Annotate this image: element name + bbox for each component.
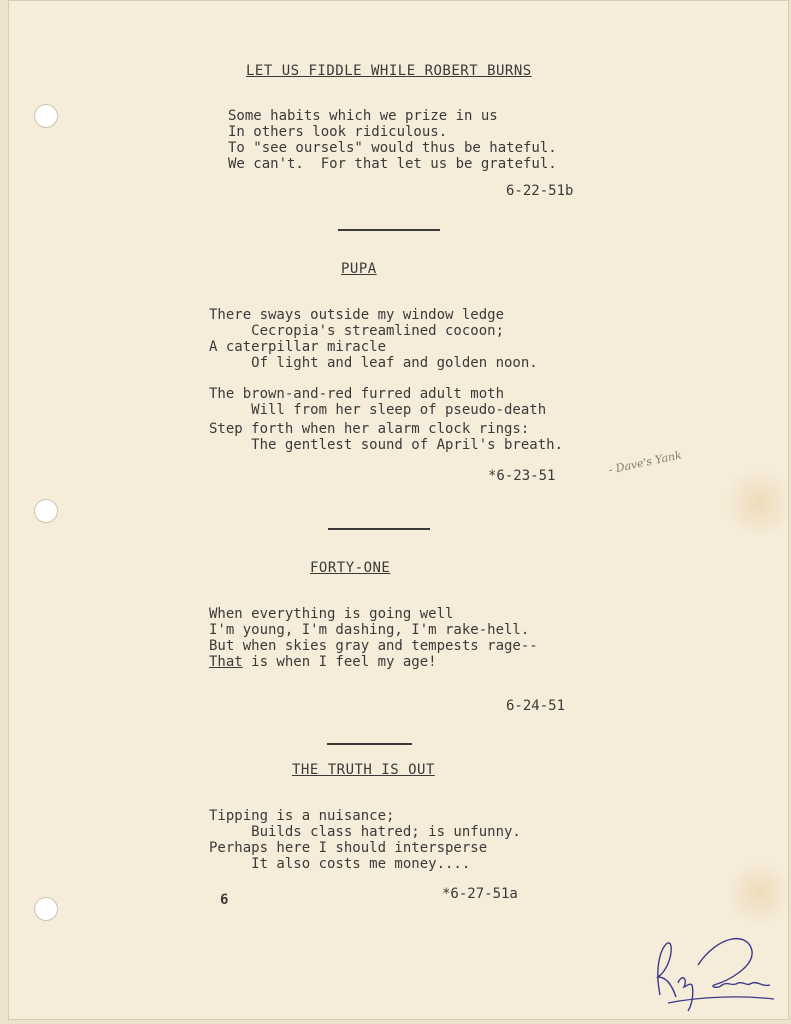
poem-line: We can't. For that let us be grateful. [228, 156, 557, 172]
separator-rule [327, 743, 412, 745]
poem-line: The gentlest sound of April's breath. [209, 437, 564, 453]
poem-line: But when skies gray and tempests rage-- [209, 638, 538, 654]
poem-line: A caterpillar miracle [209, 339, 387, 355]
poem-last-line [209, 654, 437, 670]
page-number: 6 [220, 892, 229, 908]
poem-line: Tipping is a nuisance; [209, 808, 395, 824]
poem-line: Builds class hatred; is unfunny. [209, 824, 521, 840]
separator-rule [328, 528, 430, 530]
poem-title: PUPA [341, 261, 377, 277]
poem-title: LET US FIDDLE WHILE ROBERT BURNS [246, 63, 532, 79]
handwritten-note: - Dave's Yank [607, 448, 683, 477]
poem-line: In others look ridiculous. [228, 124, 448, 140]
paper-stain [724, 468, 791, 538]
typed-page [8, 0, 789, 1020]
poem-line: Perhaps here I should intersperse [209, 840, 488, 856]
poem-line: There sways outside my window ledge [209, 307, 505, 323]
poem-line: Of light and leaf and golden noon. [209, 355, 538, 371]
poem-line: Cecropia's streamlined cocoon; [209, 323, 505, 339]
poem-line: To "see oursels" would thus be hateful. [228, 140, 557, 156]
poem-line: When everything is going well [209, 606, 454, 622]
paper-stain [726, 860, 791, 926]
poem-line: I'm young, I'm dashing, I'm rake-hell. [209, 622, 530, 638]
poem-line: Will from her sleep of pseudo-death [209, 402, 547, 418]
poem-line: Some habits which we prize in us [228, 108, 498, 124]
poem-date: *6-27-51a [442, 886, 518, 902]
binder-hole-top [34, 104, 58, 128]
signature-image [648, 925, 778, 1015]
poem-line: It also costs me money.... [209, 856, 471, 872]
poem-date: *6-23-51 [488, 468, 556, 484]
binder-hole-bottom [34, 897, 58, 921]
poem-line: The brown-and-red furred adult moth [209, 386, 505, 402]
poem-title: THE TRUTH IS OUT [292, 762, 435, 778]
poem-date: 6-24-51 [506, 698, 566, 714]
underlined-word: That [209, 654, 243, 670]
separator-rule [338, 229, 440, 231]
poem-line-rest: is when I feel my age! [242, 654, 437, 670]
poem-line: Step forth when her alarm clock rings: [209, 421, 530, 437]
poem-title: FORTY-ONE [310, 560, 391, 576]
poem-date: 6-22-51b [506, 183, 574, 199]
binder-hole-middle [34, 499, 58, 523]
